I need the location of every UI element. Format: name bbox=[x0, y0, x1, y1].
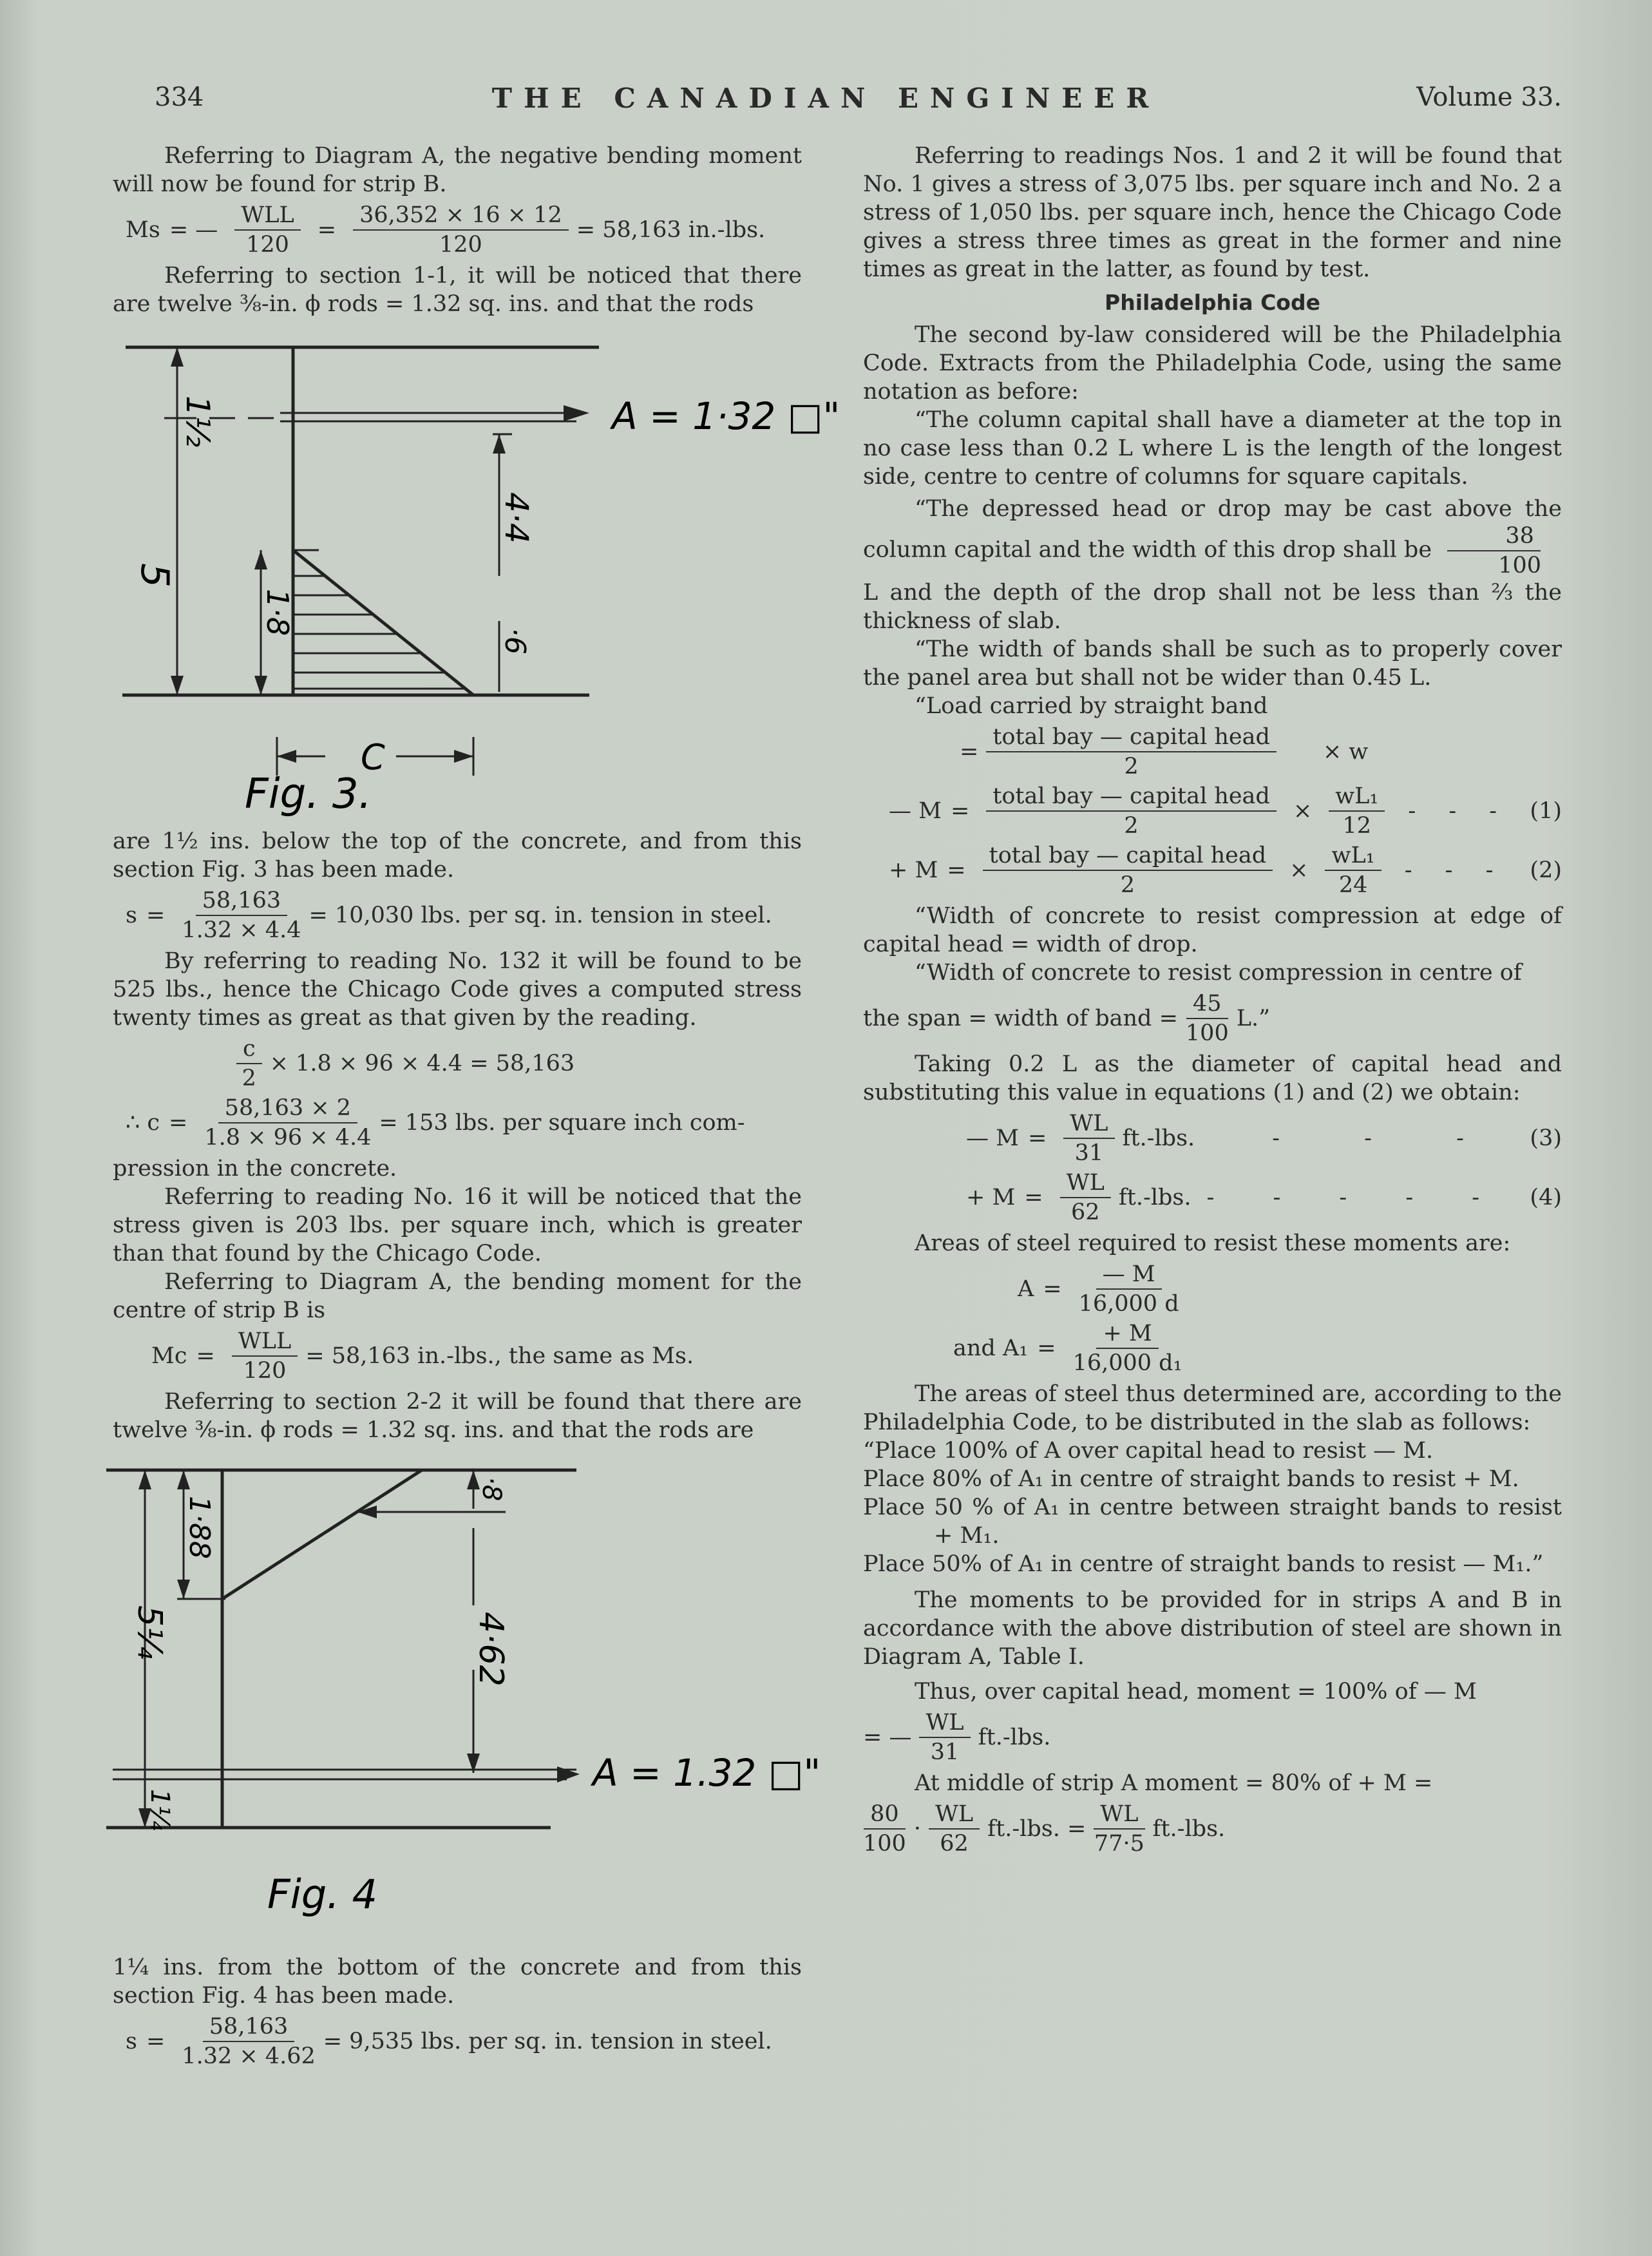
eq-sign: = — bbox=[169, 217, 218, 243]
fig4-label-8: ·8 bbox=[477, 1477, 506, 1502]
fraction bbox=[1073, 1321, 1182, 1376]
eq-mid: ft.-lbs. = bbox=[987, 1816, 1087, 1842]
denominator: 100 bbox=[1498, 553, 1541, 578]
denominator: 62 bbox=[940, 1831, 969, 1857]
eq-dashes: - - - bbox=[1404, 857, 1506, 883]
eq-unit: ft.-lbs. bbox=[1122, 1125, 1195, 1151]
denominator: 31 bbox=[930, 1739, 960, 1765]
eq-dot: · bbox=[913, 1816, 921, 1842]
numerator: 58,163 × 2 bbox=[218, 1095, 357, 1123]
fig4-label-bot: 1¼ bbox=[145, 1789, 175, 1831]
equation-mc bbox=[113, 1328, 802, 1384]
volume-label: Volume 33. bbox=[1416, 82, 1562, 112]
numerator: WL bbox=[1094, 1801, 1144, 1830]
paragraph: The areas of steel thus determined are, according to the Philadelphia Code, to be distributed in the slab as follows: bbox=[863, 1381, 1562, 1435]
eq-sign: = bbox=[947, 857, 966, 883]
figure-3 bbox=[113, 318, 840, 818]
eq-result: = 10,030 lbs. per sq. in. tension in steel. bbox=[309, 903, 772, 928]
fraction bbox=[182, 2014, 315, 2069]
denominator: 2 bbox=[1124, 754, 1139, 779]
fig3-label-6: ·6 bbox=[498, 627, 531, 655]
eq-lhs: s bbox=[126, 903, 137, 928]
fig4-label-top: 1·88 bbox=[183, 1496, 216, 1559]
numerator: wL₁ bbox=[1329, 783, 1385, 812]
fig3-label-d: 4·4 bbox=[498, 492, 535, 544]
equation-ms bbox=[113, 202, 802, 258]
fraction bbox=[353, 202, 569, 258]
denominator: 31 bbox=[1074, 1140, 1104, 1166]
denominator: 24 bbox=[1338, 872, 1368, 898]
numerator: 36,352 × 16 × 12 bbox=[353, 202, 569, 231]
fraction bbox=[1447, 523, 1541, 578]
eq-lhs: s bbox=[126, 2029, 137, 2054]
denominator: 120 bbox=[439, 232, 482, 258]
eq-lhs: + M bbox=[966, 1185, 1016, 1210]
eq-sign: = bbox=[1043, 1276, 1062, 1302]
fig3-label-depth: 5 bbox=[132, 563, 177, 588]
paragraph: At middle of strip A moment = 80% of + M = bbox=[915, 1770, 1433, 1796]
eq-lhs: A bbox=[1018, 1276, 1034, 1302]
fig3-label-18: 1·8 bbox=[260, 589, 295, 636]
left-column bbox=[113, 142, 840, 2073]
eq-lhs: ∴ c bbox=[126, 1110, 160, 1136]
fraction bbox=[1094, 1801, 1144, 1857]
paragraph: Referring to section 2-2 it will be found that there are twelve ⅜-in. ϕ rods = 1.32 sq. ins. and that the rods are bbox=[113, 1389, 802, 1443]
eq-unit: ft.-lbs. bbox=[1118, 1185, 1192, 1210]
denominator: 16,000 d₁ bbox=[1072, 1350, 1182, 1376]
denominator: 120 bbox=[243, 1358, 287, 1384]
equation-load bbox=[960, 724, 1562, 779]
paragraph: are 1½ ins. below the top of the concrete, and from this section Fig. 3 has been made. bbox=[113, 828, 802, 883]
fraction bbox=[1325, 843, 1381, 898]
denominator: 100 bbox=[1185, 1020, 1229, 1046]
eq-result: = 58,163 in.-lbs., the same as Ms. bbox=[305, 1343, 694, 1369]
numerator: WL bbox=[1063, 1111, 1114, 1139]
eq-sign: = bbox=[1027, 1125, 1047, 1151]
numerator: 45 bbox=[1186, 991, 1228, 1019]
eq-sign: = bbox=[1024, 1185, 1043, 1210]
fig3-label-c: C bbox=[361, 737, 385, 778]
equation-number: (4) bbox=[1530, 1185, 1562, 1210]
eq-rest: × w bbox=[1322, 739, 1369, 765]
denominator: 77·5 bbox=[1094, 1831, 1144, 1857]
fraction bbox=[983, 843, 1273, 898]
paragraph bbox=[863, 495, 1562, 578]
fig4-label-d: 4·62 bbox=[471, 1612, 510, 1687]
numerator: — M bbox=[1096, 1261, 1162, 1290]
equation-c-solved bbox=[113, 1095, 802, 1151]
paragraph: Thus, over capital head, moment = 100% of — M bbox=[915, 1679, 1477, 1705]
paragraph: Areas of steel required to resist these moments are: bbox=[915, 1230, 1511, 1256]
denominator: 2 bbox=[242, 1066, 256, 1091]
fraction bbox=[234, 202, 300, 258]
fraction bbox=[236, 1036, 262, 1091]
equation-4 bbox=[863, 1170, 1562, 1225]
equation-s bbox=[113, 888, 802, 943]
list-item: “Place 100% of A over capital head to resist — M. bbox=[863, 1438, 1434, 1464]
eq-dashes: - - - bbox=[1408, 798, 1510, 824]
equation-s2 bbox=[113, 2014, 802, 2069]
denominator: 2 bbox=[1120, 872, 1135, 898]
equation-number: (1) bbox=[1530, 798, 1562, 824]
eq-sign: = bbox=[1037, 1335, 1056, 1361]
eq-lhs: — M bbox=[889, 798, 942, 824]
text: “The depressed head or drop may be cast above the column capital and the width of this drop shall be bbox=[863, 496, 1562, 563]
eq-lhs: and A₁ bbox=[953, 1335, 1029, 1361]
paragraph: “The width of bands shall be such as to properly cover the panel area but shall not be wider than 0.45 L. bbox=[863, 636, 1562, 691]
equation-number: (2) bbox=[1530, 857, 1562, 883]
figure-3-drawing bbox=[113, 318, 840, 818]
fig3-caption: Fig. 3. bbox=[245, 770, 372, 818]
denominator: 1.32 × 4.4 bbox=[182, 917, 301, 943]
paragraph: Referring to Diagram A, the bending moment for the centre of strip B is bbox=[113, 1269, 802, 1323]
eq-unit: ft.-lbs. bbox=[978, 1725, 1051, 1750]
eq-result: = 9,535 lbs. per sq. in. tension in steel. bbox=[323, 2029, 772, 2054]
denominator: 2 bbox=[1124, 813, 1139, 839]
list-item: Place 80% of A₁ in centre of straight bands to resist + M. bbox=[863, 1466, 1519, 1492]
fraction bbox=[204, 1095, 371, 1151]
eq-dashes: - - - - - bbox=[1206, 1185, 1506, 1210]
denominator: 62 bbox=[1070, 1200, 1100, 1225]
numerator: total bay — capital head bbox=[986, 724, 1277, 752]
eq-rest: × 1.8 × 96 × 4.4 = 58,163 bbox=[269, 1051, 575, 1076]
equation-c bbox=[229, 1036, 802, 1091]
paragraph: “Width of concrete to resist compression in centre of bbox=[915, 960, 1522, 986]
paragraph: Referring to readings Nos. 1 and 2 it will be found that No. 1 gives a stress of 3,075 lbs. per square inch and No. 2 a stress of 1,050 lbs. per square inch, hence the Chicago Code gives a stress three times as great in the former and nine times as great in the latter, as found by test. bbox=[863, 143, 1562, 282]
numerator: + M bbox=[1096, 1321, 1158, 1349]
numerator: WLL bbox=[232, 1328, 298, 1357]
denominator: 12 bbox=[1342, 813, 1372, 839]
paragraph: Taking 0.2 L as the diameter of capital head and substituting this value in equations (1) and (2) we obtain: bbox=[863, 1051, 1562, 1105]
numerator: WL bbox=[929, 1801, 980, 1830]
fraction bbox=[929, 1801, 980, 1857]
equation-capital-moment bbox=[863, 1710, 1562, 1765]
numerator: total bay — capital head bbox=[983, 843, 1273, 871]
eq-sign: = bbox=[169, 1110, 188, 1136]
fraction bbox=[1063, 1111, 1114, 1166]
numerator: wL₁ bbox=[1325, 843, 1381, 871]
eq-sign: = bbox=[146, 903, 166, 928]
eq-sign: = bbox=[146, 2029, 166, 2054]
numerator: c bbox=[236, 1036, 262, 1064]
journal-title: THE CANADIAN ENGINEER bbox=[491, 82, 1161, 114]
equation-area-a1 bbox=[863, 1321, 1562, 1376]
text: L.” bbox=[1236, 1006, 1270, 1031]
fraction bbox=[986, 783, 1277, 839]
eq-lhs: Ms bbox=[126, 217, 160, 243]
fig4-label-area: A = 1.32 □" bbox=[593, 1751, 821, 1795]
eq-times: × bbox=[1289, 857, 1309, 883]
paragraph: pression in the concrete. bbox=[113, 1156, 397, 1181]
eq-sign: = bbox=[317, 217, 337, 243]
fraction bbox=[919, 1710, 970, 1765]
numerator: WL bbox=[919, 1710, 970, 1738]
eq-unit: ft.-lbs. bbox=[1152, 1816, 1226, 1842]
eq-dashes: - - - bbox=[1272, 1125, 1503, 1151]
page-header bbox=[0, 82, 1652, 128]
equation-number: (3) bbox=[1530, 1125, 1562, 1151]
paragraph: Referring to Diagram A, the negative bending moment will now be found for strip B. bbox=[113, 143, 802, 197]
fraction bbox=[1060, 1170, 1111, 1225]
equation-band bbox=[863, 991, 1562, 1046]
denominator: 1.8 × 96 × 4.4 bbox=[204, 1125, 372, 1151]
fraction bbox=[1329, 783, 1385, 839]
fraction bbox=[1079, 1261, 1179, 1317]
fig3-label-area: A = 1·32 □" bbox=[612, 394, 840, 438]
numerator: WL bbox=[1060, 1170, 1111, 1198]
eq-lhs: + M bbox=[889, 857, 938, 883]
fraction bbox=[986, 724, 1277, 779]
section-heading: Philadelphia Code bbox=[1105, 290, 1320, 315]
text: the span = width of band = bbox=[863, 1006, 1178, 1031]
equation-area-a bbox=[863, 1261, 1562, 1317]
denominator: 1.32 × 4.62 bbox=[182, 2043, 316, 2069]
equation-1 bbox=[863, 783, 1562, 839]
fraction bbox=[232, 1328, 298, 1384]
eq-result: = 58,163 in.-lbs. bbox=[576, 217, 766, 243]
denominator: 100 bbox=[863, 1831, 906, 1857]
eq-lhs: — M bbox=[966, 1125, 1019, 1151]
paragraph: L and the depth of the drop shall not be less than ⅔ the thickness of slab. bbox=[863, 580, 1562, 634]
eq-times: × bbox=[1293, 798, 1313, 824]
paragraph: The second by-law considered will be the Philadelphia Code. Extracts from the Philadelphia Code, using the same notation as before: bbox=[863, 322, 1562, 405]
equation-3 bbox=[863, 1111, 1562, 1166]
fraction bbox=[182, 888, 301, 943]
figure-4-drawing bbox=[113, 1457, 821, 1927]
paragraph: Referring to section 1-1, it will be noticed that there are twelve ⅜-in. ϕ rods = 1.32 sq. ins. and that the rods bbox=[113, 263, 802, 317]
eq-lhs: Mc bbox=[151, 1343, 187, 1369]
numerator: WLL bbox=[234, 202, 300, 231]
eq-result: = 153 lbs. per square inch com- bbox=[379, 1110, 745, 1136]
fraction bbox=[1186, 991, 1229, 1046]
page-number: 334 bbox=[155, 82, 204, 112]
eq-sign: = bbox=[196, 1343, 215, 1369]
right-column bbox=[863, 142, 1562, 1860]
fig4-caption: Fig. 4 bbox=[267, 1871, 378, 1918]
equation-2 bbox=[863, 843, 1562, 898]
numerator: 58,163 bbox=[196, 888, 287, 916]
paragraph: Referring to reading No. 16 it will be noticed that the stress given is 203 lbs. per square inch, which is greater than that found by the Chicago Code. bbox=[113, 1184, 802, 1267]
figure-4 bbox=[113, 1457, 821, 1927]
paragraph: “The column capital shall have a diameter at the top in no case less than 0.2 L where L is the length of the longest side, centre to centre of columns for square capitals. bbox=[863, 407, 1562, 490]
eq-sign: = bbox=[960, 739, 979, 765]
fig3-label-top: 1½ bbox=[179, 396, 216, 448]
denominator: 16,000 d bbox=[1078, 1291, 1179, 1317]
list-item: Place 50% of A₁ in centre of straight bands to resist — M₁.” bbox=[863, 1551, 1544, 1577]
fraction bbox=[863, 1801, 906, 1857]
paragraph: 1¼ ins. from the bottom of the concrete and from this section Fig. 4 has been made. bbox=[113, 1955, 802, 2009]
eq-sign: = bbox=[950, 798, 970, 824]
denominator: 120 bbox=[246, 232, 289, 258]
paragraph: The moments to be provided for in strips A and B in accordance with the above distribution of steel are shown in Diagram A, Table I. bbox=[863, 1587, 1562, 1670]
numerator: 80 bbox=[864, 1801, 906, 1830]
paragraph: “Width of concrete to resist compression at edge of capital head = width of drop. bbox=[863, 903, 1562, 957]
list-item: Place 50 % of A₁ in centre between straight bands to resist + M₁. bbox=[863, 1495, 1562, 1549]
eq-sign: = — bbox=[863, 1725, 912, 1750]
paragraph: By referring to reading No. 132 it will be found to be 525 lbs., hence the Chicago Code gives a computed stress twenty times as great as that given by the reading. bbox=[113, 948, 802, 1031]
paragraph: “Load carried by straight band bbox=[915, 693, 1268, 719]
numerator: total bay — capital head bbox=[986, 783, 1277, 812]
equation-strip-a bbox=[863, 1801, 1562, 1857]
numerator: 38 bbox=[1447, 523, 1541, 551]
fig4-label-side: 5¼ bbox=[130, 1605, 169, 1659]
numerator: 58,163 bbox=[203, 2014, 294, 2042]
